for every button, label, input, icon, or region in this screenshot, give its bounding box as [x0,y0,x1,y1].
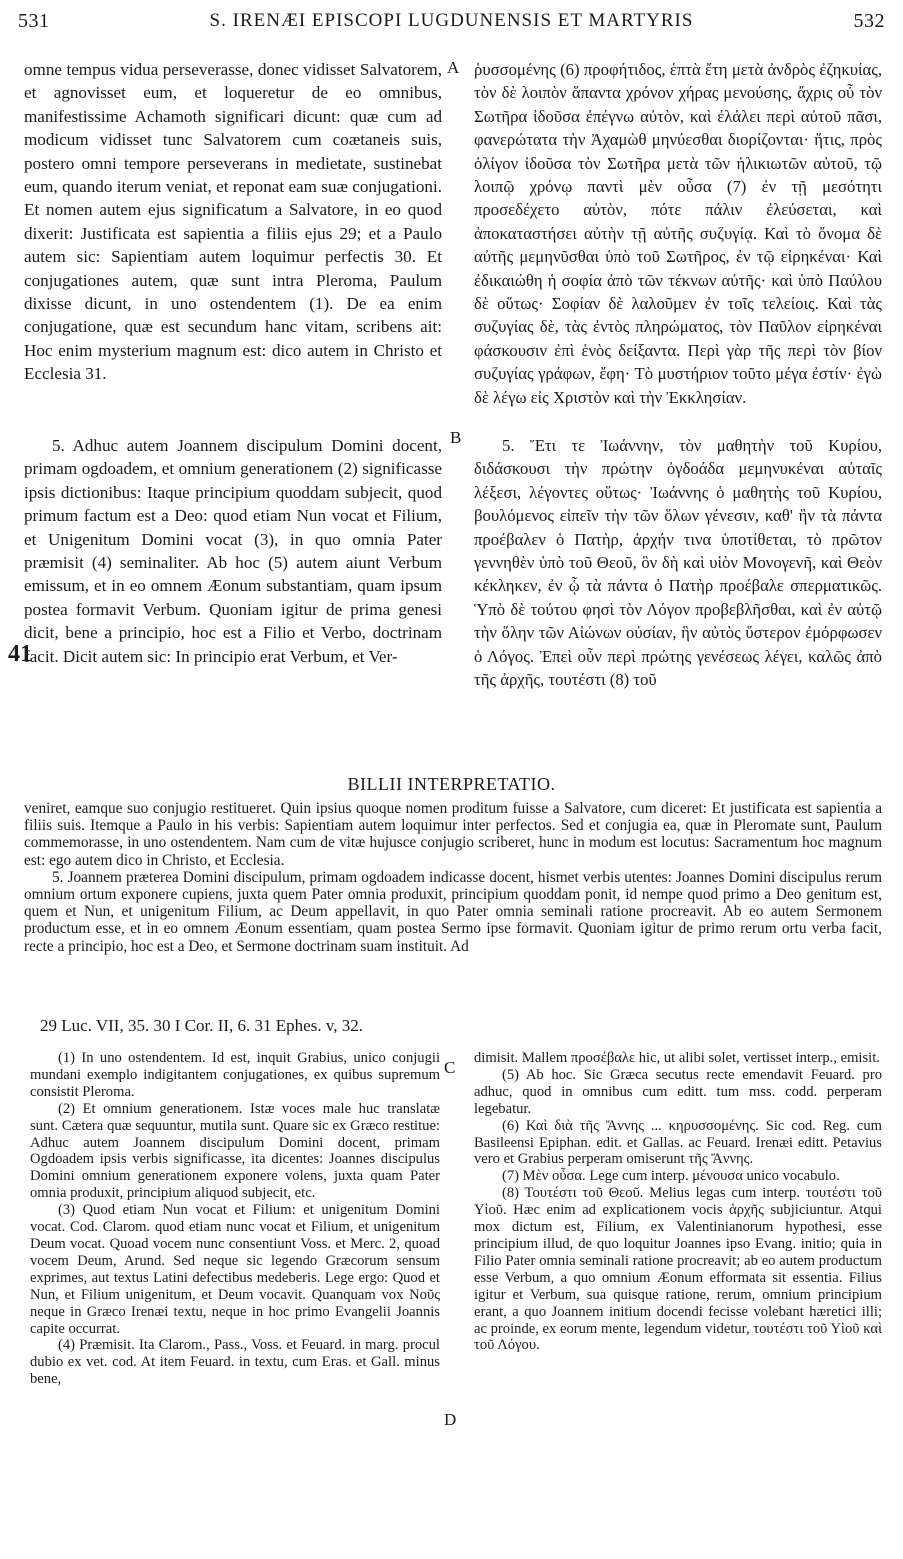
footnote: dimisit. Mallem προσέβαλε hic, ut alibi solet, vertisset interp., emisit. [474,1050,880,1066]
margin-letter-a: A [447,58,460,77]
latin-column-top [24,58,442,414]
greek-text-mid: 5. Ἔτι τε Ἰωάννην, τὸν μαθητὴν τοῦ Κυρίου, διδάσκουσι τὴν πρώτην ὀγδοάδα μεμηνυκέναι αὐταῖς λέξεσι, λέγοντες οὕτως· Ἰωάννης ὁ μαθητὴς τοῦ Κυρίου, βουλόμενος εἰπεῖν τὴν τῶν ὅλων γένεσιν, καθ' ἣν τὰ πάντα προέβαλεν ὁ Πατὴρ, ἀρχήν τινα ὑποτίθεται, τὸ πρῶτον γεννηθὲν ὑπὸ τοῦ Θεοῦ, ὃν δὴ καὶ υἱὸν Μονογενῆ, καὶ Θεὸν κέκληκεν, ἐν ᾧ τὰ πάντα ὁ Πατὴρ προέβαλε σπερματικῶς. Ὑπὸ δὲ τούτου φησὶ τὸν Λόγον προβεβλῆσθαι, καὶ ἐν αὐτῷ τὴν ὅλην τῶν Αἰώνων οὐσίαν, ἣν αὐτὸς ὕστερον ἐμόρφωσεν ὁ Λόγος. Ἐπεὶ οὖν περὶ πρώτης γενέσεως λέγει, καλῶς ἀπὸ τῆς ἀρχῆς, τουτέστι (8) τοῦ [474,436,882,690]
footnote: (1) In uno ostendentem. Id est, inquit Grabius, unico conjugii mundani exemplo indigitantem conjugationes, ex quibus supremum consistit Pleroma. [30,1050,440,1100]
greek-column-mid [474,434,882,770]
billii-interpretatio [24,800,882,1010]
footnote: (6) Καὶ διὰ τῆς Ἄννης ... κηρυσσομένης. Sic cod. Reg. cum Basileensi Epiphan. edit. et Gallas. ac Feuard. Irenæi editt. Petavius vero et Grabius perperam omiserunt τῆς Ἄννης. [474,1117,882,1168]
page-header [18,6,885,36]
footnote: (2) Et omnium generationem. Istæ voces male huc translatæ sunt. Cætera quæ sequuntur, mutila sunt. Quare sic ex Græco restitue: Adhuc autem Joannem discipulum Domini docent, primam Ogdoadem ipsis verbis significasse, ita dicentes: Joannes discipulus Domini omnium generationem exponere volens, juxta quam Pater omnia produxit, principium aliquod subjecit, etc. [30,1100,440,1202]
footnote: (5) Ab hoc. Sic Græca secutus recte emendavit Feuard. pro adhuc, quod in omnibus cum editt. tum mss. codd. perperam legebatur. [474,1066,882,1117]
greek-text-top: ῥυσσομένης (6) προφήτιδος, ἑπτὰ ἔτη μετὰ ἀνδρὸς ἐζηκυίας, τὸν δὲ λοιπὸν ἅπαντα χρόνον χήρας μενούσης, ἄχρις οὗ τὸν Σωτῆρα ἰδοῦσα ἐπέγνω αὐτὸν, καὶ ἐλάλει περὶ αὐτοῦ πᾶσι, φανερώτατα τὴν Ἀχαμὼθ μηνύεσθαι διορίζονται· ἥτις, πρὸς ὀλίγον ἰδοῦσα τὸν Σωτῆρα μετὰ τῶν ἡλικιωτῶν αὐτοῦ, τῷ λοιπῷ χρόνῳ παντὶ μὲν οὖσα (7) ἐν τῇ μεσότητι προσεδέχετο αὐτὸν, πότε πάλιν ἐλεύσεται, καὶ ἀποκαταστήσει αὐτὴν τῇ αὐτῆς συζυγίᾳ. Καὶ τὸ ὄνομα δὲ αὐτῆς μεμηνῦσθαι ὑπὸ τοῦ Σωτῆρος, ἐν τῷ εἰρηκέναι· Καὶ ἐδικαιώθη ἡ σοφία ἀπὸ τῶν τέκνων αὐτῆς· καὶ ὑπὸ Παύλου δὲ οὕτως· Σοφίαν δὲ λαλοῦμεν ἐν τοῖς τελείοις. Καὶ τὰς συζυγίας δὲ, τὰς ἐντὸς πληρώματος, τὸν Παῦλον εἰρηκέναι φάσκουσιν ἐπὶ ἑνὸς δείξαντα. Περὶ γὰρ τῆς περὶ τὸν βίον συζυγίας γράφων, ἔφη· Τὸ μυστήριον τοῦτο μέγα ἐστίν· ἐγὼ δὲ λέγω εἰς Χριστὸν καὶ τὴν Ἐκκλησίαν. [474,60,882,407]
running-title: S. IRENÆI EPISCOPI LUGDUNENSIS ET MARTYRIS [209,10,694,31]
footnote: (4) Præmisit. Ita Clarom., Pass., Voss. et Feuard. in marg. procul dubio ex vet. cod. At item Feuard. in textu, cum Eras. et Gall. minus bene, [30,1337,440,1388]
billii-paragraph-1: veniret, eamque suo conjugio restitueret. Quin ipsius quoque nomen proditum fuisse a Salvatore, cum diceret: Et justificata est sapientia a filiis suis. Itemque a Paulo in his verbis: Sapientiam autem loquimur inter perfectos. Sed et conjugia ea, quæ in Pleromate sunt, Paulum commemorasse, in uno ostendentem. Nam cum de vitæ hujusce conjugio scriberet, hunc in modum est locutus: Sacramentum hoc magnum est: ego autem dico in Christo, et Ecclesia. [24,800,882,869]
footnote: (8) Τουτέστι τοῦ Θεοῦ. Melius legas cum interp. τουτέστι τοῦ Υἱοῦ. Hæc enim ad explicationem vocis ἀρχῆς subjiciuntur. Atqui mox dictum est, Filium, ex Valentinianorum hypothesi, esse principium illud, de quo loquitur Joannes ipso Evang. initio; quia in Filio Pater omnia seminali ratione procreavit; ab eo autem productum esse Verbum, a quo omnium Æonum efformata sit essentia. Filius igitur et Verbum, sua quisque ratione, rerum, omnium principium erant, a quo Joannem initium docendi fecisse volebant hæretici illi; ac proinde, ex eorum mente, legendum videtur, τουτέστι τοῦ Υἱοῦ καὶ τοῦ Λόγου. [474,1185,882,1354]
greek-column-top [474,58,882,414]
latin-text-top: omne tempus vidua perseverasse, donec vidisset Salvatorem, et agnovisset eum, et loqueretur de eo omnibus, manifestissime Achamoth significari dicunt: quæ cum ad modicum vidisset tunc Salvatorem cum coætaneis suis, postero omni tempore perseverans in medietate, sustinebat eum, quando iterum veniat, et reponat eam suæ conjugationi. Et nomen autem ejus significatum a Salvatore, in eo quod dixerit: Justificata est sapientia a filiis ejus 29; et a Paulo autem sic: Sapientiam autem loquimur perfectis 30. Et conjugationes autem, quæ sunt intra Pleroma, Paulum dixisse dicunt, in uno ostendentem (1). De ea enim conjugatione, quæ est secundum hanc vitam, scribens ait: Hoc enim mysterium magnum est: dico autem in Christo et Ecclesia 31. [24,60,442,384]
footnote: (3) Quod etiam Nun vocat et Filium: et unigenitum Domini vocat. Cod. Clarom. quod etiam nunc vocat et Filium, et unigenitum Deum vocat. Quoad vocem nunc consentiunt Voss. et Merc. 2, quoad vocem Deum, Arund. Sed neque sic legendo Græcorum sensum exprimes, aut textus Latini defectibus medeberis. Lege ergo: Quod et Nun, et Filium unigenitum, et Deum vocavit. Quanquam vox Νοῦς neque in Græco Irenæi textu, neque in hoc primo Evangelii Joannis capite occurrat. [30,1202,440,1337]
footnotes-right [474,1050,882,1550]
scripture-references: 29 Luc. VII, 35. 30 I Cor. II, 6. 31 Ephes. v, 32. [40,1016,363,1035]
footnotes-left [30,1050,440,1550]
section-number: 41 [8,641,32,667]
page-number-left: 531 [18,9,50,32]
margin-letter-d: D [444,1410,457,1429]
billii-heading: BILLII INTERPRETATIO. [347,774,556,794]
footnote: (7) Μὲν οὖσα. Lege cum interp. μένουσα unico vocabulo. [502,1168,840,1185]
page-number-right: 532 [853,9,885,32]
latin-column-mid [24,434,442,770]
billii-paragraph-2: 5. Joannem præterea Domini discipulum, primam ogdoadem indicasse docent, hismet verbis utentes: Joannes Domini discipulus rerum omnium ortum exponere cupiens, juxta quem Pater omnia produxit, principium quoddam ponit, id nempe quod primo a Deo genitum est, quem et Nun, et unigenitum Filium, ac Deum appellavit, in quo Pater omnia seminali ratione procreavit. Ab eo autem Sermonem productum esse, et in eo omnem Æonum essentiam, quam postea Sermo ipse formavit. Quoniam igitur de primo rerum ortu verba facit, recte a principio, hoc est a Deo, et Sermone doctrinam suam instituit. Ad [24,868,882,955]
latin-text-mid: 5. Adhuc autem Joannem discipulum Domini docent, primam ogdoadem, et omnium generationem (2) significasse ipsis dictionibus: Itaque principium quoddam subjecit, quod primum factum est a Deo: quod etiam Nun vocat et Filium, et Unigenitum Domini vocat (3), in quo omnia Pater præmisit (4) seminaliter. Ab hoc (5) autem aiunt Verbum emissum, et in eo omnem Æonum substantiam, quam ipsum postea formavit Verbum. Quoniam igitur de prima genesi dicit, bene a principio, hoc est a Filio et Verbo, doctrinam facit. Dicit autem sic: In principio erat Verbum, et Ver- [24,436,442,666]
margin-letter-c: C [444,1058,456,1077]
margin-letter-b: B [450,428,462,447]
